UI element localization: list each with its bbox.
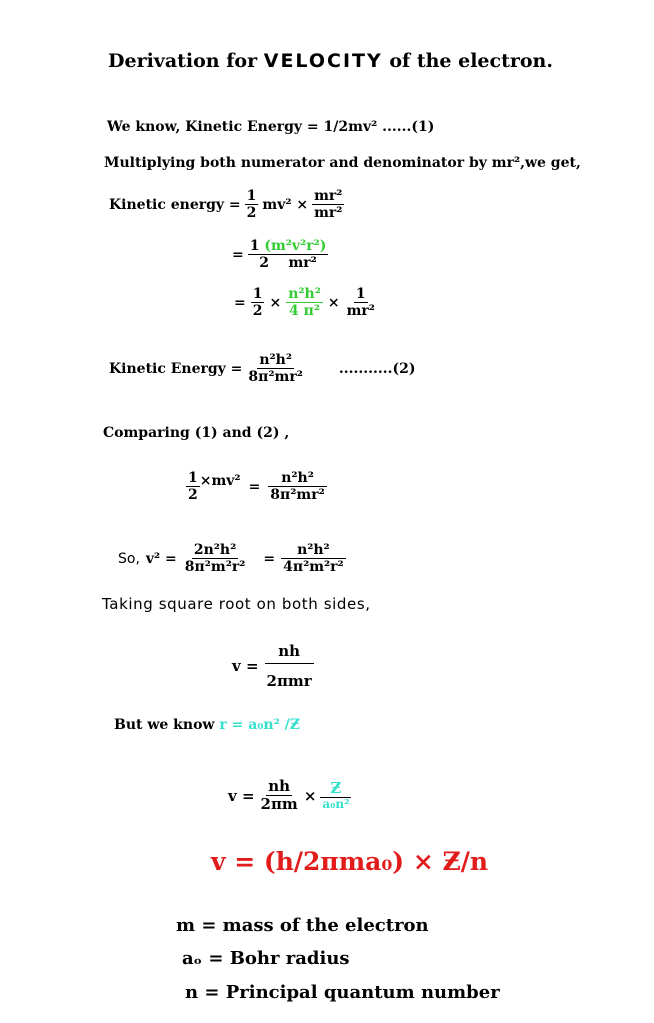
final-result: v = (h/2πma₀) × Ƶ/n (211, 847, 489, 876)
v-substitution: v = $\frac{nh}{2\pi m}$ × $\frac{Ƶ}{\text{a₀n²}}$ (228, 777, 350, 814)
ke1-label: Kinetic energy = (109, 196, 241, 213)
compare-right-fraction: $\frac{\text{n²h²}}{\text{8π²mr²}}$ (270, 470, 325, 504)
legend-principal-quantum-number: n = Principal quantum number (185, 982, 500, 1003)
ke-step-2: = $\frac{\text{1 (m²v²r²)}}{\text{2 mr²}}$ (232, 238, 327, 272)
square-root-line: Taking square root on both sides, (102, 595, 371, 613)
ke-step-1 (109, 188, 344, 221)
title-emphasis: VELOCITY (263, 50, 383, 72)
ke-final: Kinetic Energy = $\frac{\text{n²h²}}{\text{8π²mr²}}$ ...........(2) (109, 352, 416, 386)
compare-equation: $\frac{1}{2}$ ×mv² = $\frac{\text{n²h²}}{\text{8π²mr²}}$ (188, 470, 325, 504)
ke3-frac-2: $\frac{\text{n²h²}}{\text{4 π²}}$ (288, 286, 321, 320)
page-title (108, 50, 553, 72)
so-frac-1: $\frac{\text{2n²h²}}{\text{8π²m²r²}}$ (184, 542, 246, 576)
multiplying-line: Multiplying both numerator and denominator by mr²,we get, (104, 155, 581, 171)
title-suffix: of the electron. (389, 50, 553, 72)
v-equation: v = $\frac{nh}{\text{2πmr}}$ (232, 640, 314, 692)
ke3-frac-3: $\frac{1}{\text{mr²}}$ (346, 286, 375, 320)
ke-step-3: = $\frac{1}{2}$ × $\frac{\text{n²h²}}{\text{4 π²}}$ × $\frac{1}{\text{mr²}}$ (234, 286, 375, 320)
ke2-fraction: $\frac{\text{1 (m²v²r²)}}{\text{2 mr²}}$ (249, 238, 327, 272)
ke1-half-fraction: $\frac{1}{2}$ (246, 188, 257, 222)
v-fraction: $\frac{nh}{\text{2πmr}}$ (265, 640, 314, 692)
ke-final-fraction: $\frac{\text{n²h²}}{\text{8π²mr²}}$ (248, 352, 303, 386)
legend-bohr-radius: aₒ = Bohr radius (182, 948, 350, 969)
ke3-frac-1: $\frac{1}{2}$ (252, 286, 263, 320)
title-prefix: Derivation for (108, 50, 258, 72)
v-sub-frac-2: $\frac{Ƶ}{\text{a₀n²}}$ (322, 778, 350, 811)
so-frac-2: $\frac{\text{n²h²}}{\text{4π²m²r²}}$ (283, 542, 344, 576)
so-equation: So, v² = $\frac{\text{2n²h²}}{\text{8π²m²r²}}$ = $\frac{\text{n²h²}}{\text{4π²m²r²}}$ (118, 542, 344, 576)
ke1-mv2: mv² × (262, 196, 309, 213)
ke1-mr2-fraction: $\frac{\text{mr²}}{\text{mr²}}$ (314, 188, 343, 222)
we-know-line: We know, Kinetic Energy = 1/2mv² ......(1) (107, 119, 435, 135)
but-we-know-line: But we know r = a₀n² /Ƶ (114, 717, 300, 733)
v-sub-frac-1: $\frac{nh}{2\pi m}$ (260, 777, 298, 814)
legend-mass: m = mass of the electron (176, 915, 429, 936)
comparing-line: Comparing (1) and (2) , (103, 425, 290, 441)
compare-left-fraction: $\frac{1}{2}$ (188, 470, 198, 504)
